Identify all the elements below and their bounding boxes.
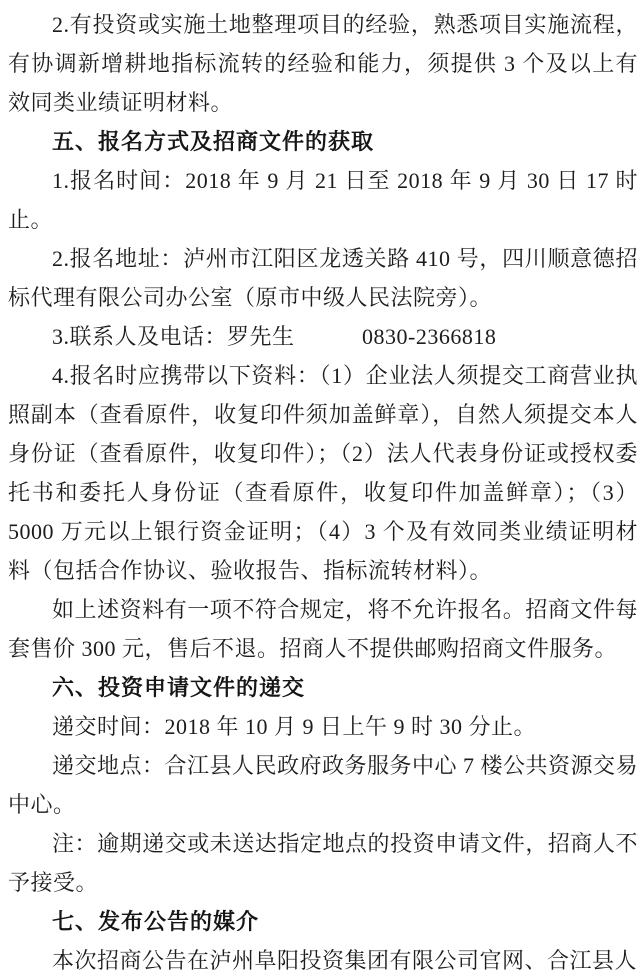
para-late-submission-note: 注：逾期递交或未送达指定地点的投资申请文件，招商人不予接受。 [8, 831, 638, 895]
para-required-materials: 4.报名时应携带以下资料：（1）企业法人须提交工商营业执照副本（查看原件，收复印件须加盖鲜章），自然人须提交本人身份证（查看原件，收复印件）；（2）法人代表身份证或授权委托书和委托人身份证（查看原件，收复印件加盖鲜章）；（3）5000 万元以上银行资金证明；（4）3 个及有效同类业绩证明材料（包括合作协议、验收报告、指标流转材料）。 [8, 363, 638, 583]
para-announcement-media: 本次招商公告在泸州阜阳投资集团有限公司官网、合江县人 [52, 948, 638, 973]
para-registration-time: 1.报名时间：2018 年 9 月 21 日至 2018 年 9 月 30 日 17 时止。 [8, 168, 638, 232]
heading-section-6-submission: 六、投资申请文件的递交 [52, 675, 306, 700]
heading-section-7-announcement-media: 七、发布公告的媒介 [52, 909, 260, 934]
para-registration-address: 2.报名地址：泸州市江阳区龙透关路 410 号，四川顺意德招标代理有限公司办公室（原市中级人民法院旁）。 [8, 246, 638, 310]
heading-section-5-registration: 五、报名方式及招商文件的获取 [52, 129, 375, 154]
para-experience-requirement: 2.有投资或实施土地整理项目的经验，熟悉项目实施流程，有协调新增耕地指标流转的经验和能力，须提供 3 个及以上有效同类业绩证明材料。 [8, 12, 638, 115]
para-submission-place: 递交地点：合江县人民政府政务服务中心 7 楼公共资源交易中心。 [8, 753, 639, 817]
para-nonconforming-materials-note: 如上述资料有一项不符合规定，将不允许报名。招商文件每套售价 300 元，售后不退。招商人不提供邮购招商文件服务。 [8, 597, 638, 661]
para-contact-and-phone: 3.联系人及电话：罗先生 0830-2366818 [52, 324, 497, 349]
para-submission-time: 递交时间：2018 年 10 月 9 日上午 9 时 30 分止。 [52, 714, 537, 739]
